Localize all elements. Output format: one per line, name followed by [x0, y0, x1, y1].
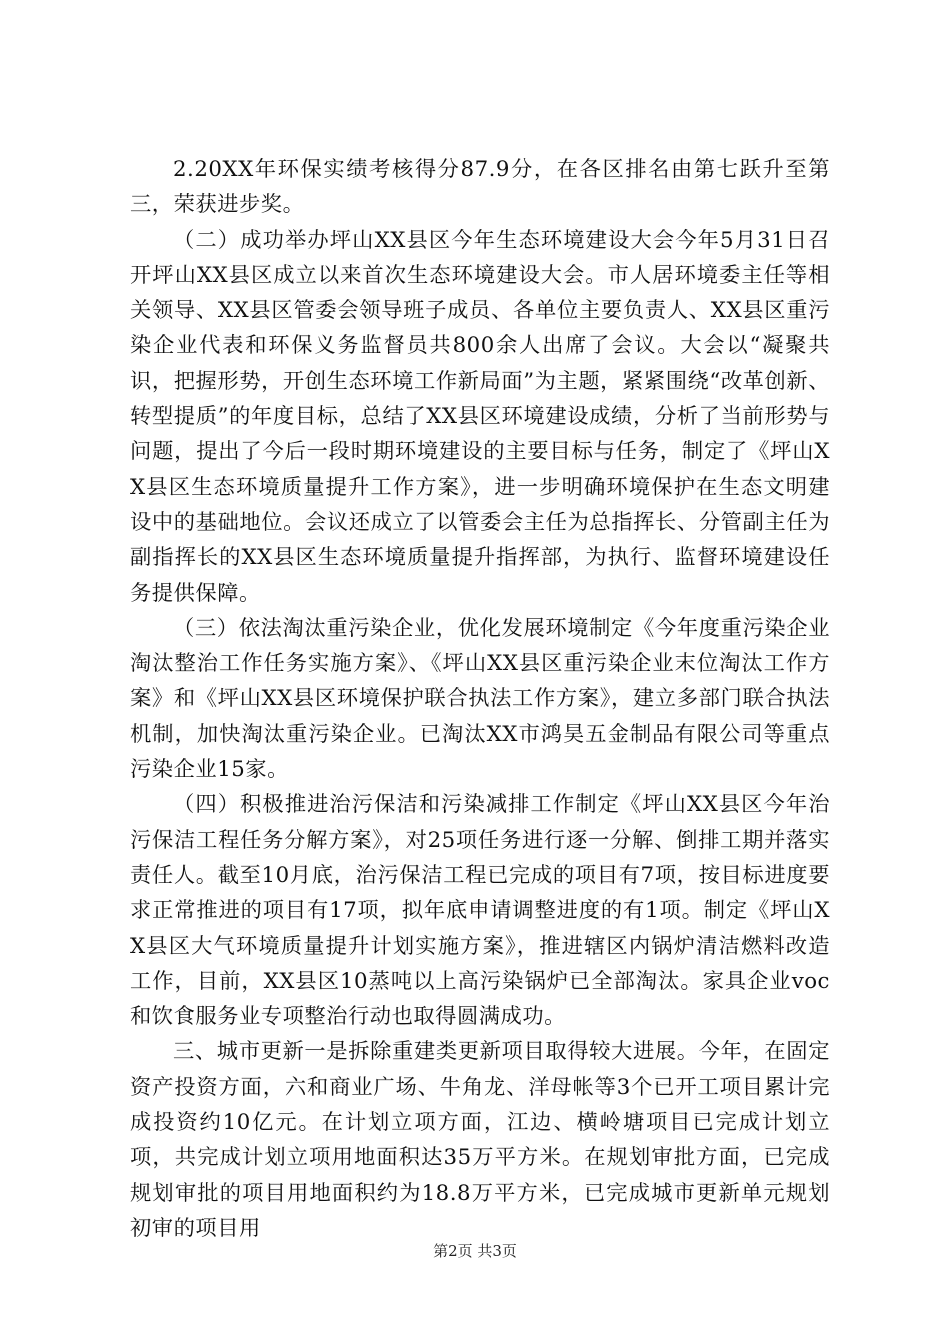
- paragraph-enterprise-elimination: （三）依法淘汰重污染企业，优化发展环境制定《今年度重污染企业淘汰整治工作任务实施方案》、《坪山XX县区重污染企业末位淘汰工作方案》和《坪山XX县区环境保护联合执法工作方案》，建立多部门联合执法机制，加快淘汰重污染企业。已淘汰XX市鸿昊五金制品有限公司等重点污染企业15家。: [130, 615, 830, 783]
- paragraph-conference: （二）成功举办坪山XX县区今年生态环境建设大会今年5月31日召开坪山XX县区成立以来首次生态环境建设大会。市人居环境委主任等相关领导、XX县区管委会领导班子成员、各单位主要负责人、XX县区重污染企业代表和环保义务监督员共800余人出席了会议。大会以“凝聚共识，把握形势，开创生态环境工作新局面”为主题，紧紧围绕“改革创新、转型提质”的年度目标，总结了XX县区环境建设成绩，分析了当前形势与问题，提出了今后一段时期环境建设的主要目标与任务，制定了《坪山XX县区生态环境质量提升工作方案》，进一步明确环境保护在生态文明建设中的基础地位。会议还成立了以管委会主任为总指挥长、分管副主任为副指挥长的XX县区生态环境质量提升指挥部，为执行、监督环境建设任务提供保障。: [130, 227, 830, 606]
- paragraph-score: 2.20XX年环保实绩考核得分87.9分，在各区排名由第七跃升至第三，荣获进步奖。: [130, 157, 830, 218]
- page-footer: 第2页 共3页: [433, 1242, 517, 1260]
- paragraph-pollution-reduction: （四）积极推进治污保洁和污染减排工作制定《坪山XX县区今年治污保洁工程任务分解方案》，对25项任务进行逐一分解、倒排工期并落实责任人。截至10月底，治污保洁工程已完成的项目有7项，按目标进度要求正常推进的项目有17项，拟年底申请调整进度的有1项。制定《坪山XX县区大气环境质量提升计划实施方案》，推进辖区内锅炉清洁燃料改造工作，目前，XX县区10蒸吨以上高污染锅炉已全部淘汰。家具企业voc和饮食服务业专项整治行动也取得圆满成功。: [130, 792, 830, 1030]
- document-body: [130, 152, 830, 1246]
- paragraph-urban-renewal: 三、城市更新一是拆除重建类更新项目取得较大进展。今年，在固定资产投资方面，六和商业广场、牛角龙、洋母帐等3个已开工项目累计完成投资约10亿元。在计划立项方面，江边、横岭塘项目已完成计划立项，共完成计划立项用地面积达35万平方米。在规划审批方面，已完成规划审批的项目用地面积约为18.8万平方米，已完成城市更新单元规划初审的项目用: [130, 1039, 830, 1241]
